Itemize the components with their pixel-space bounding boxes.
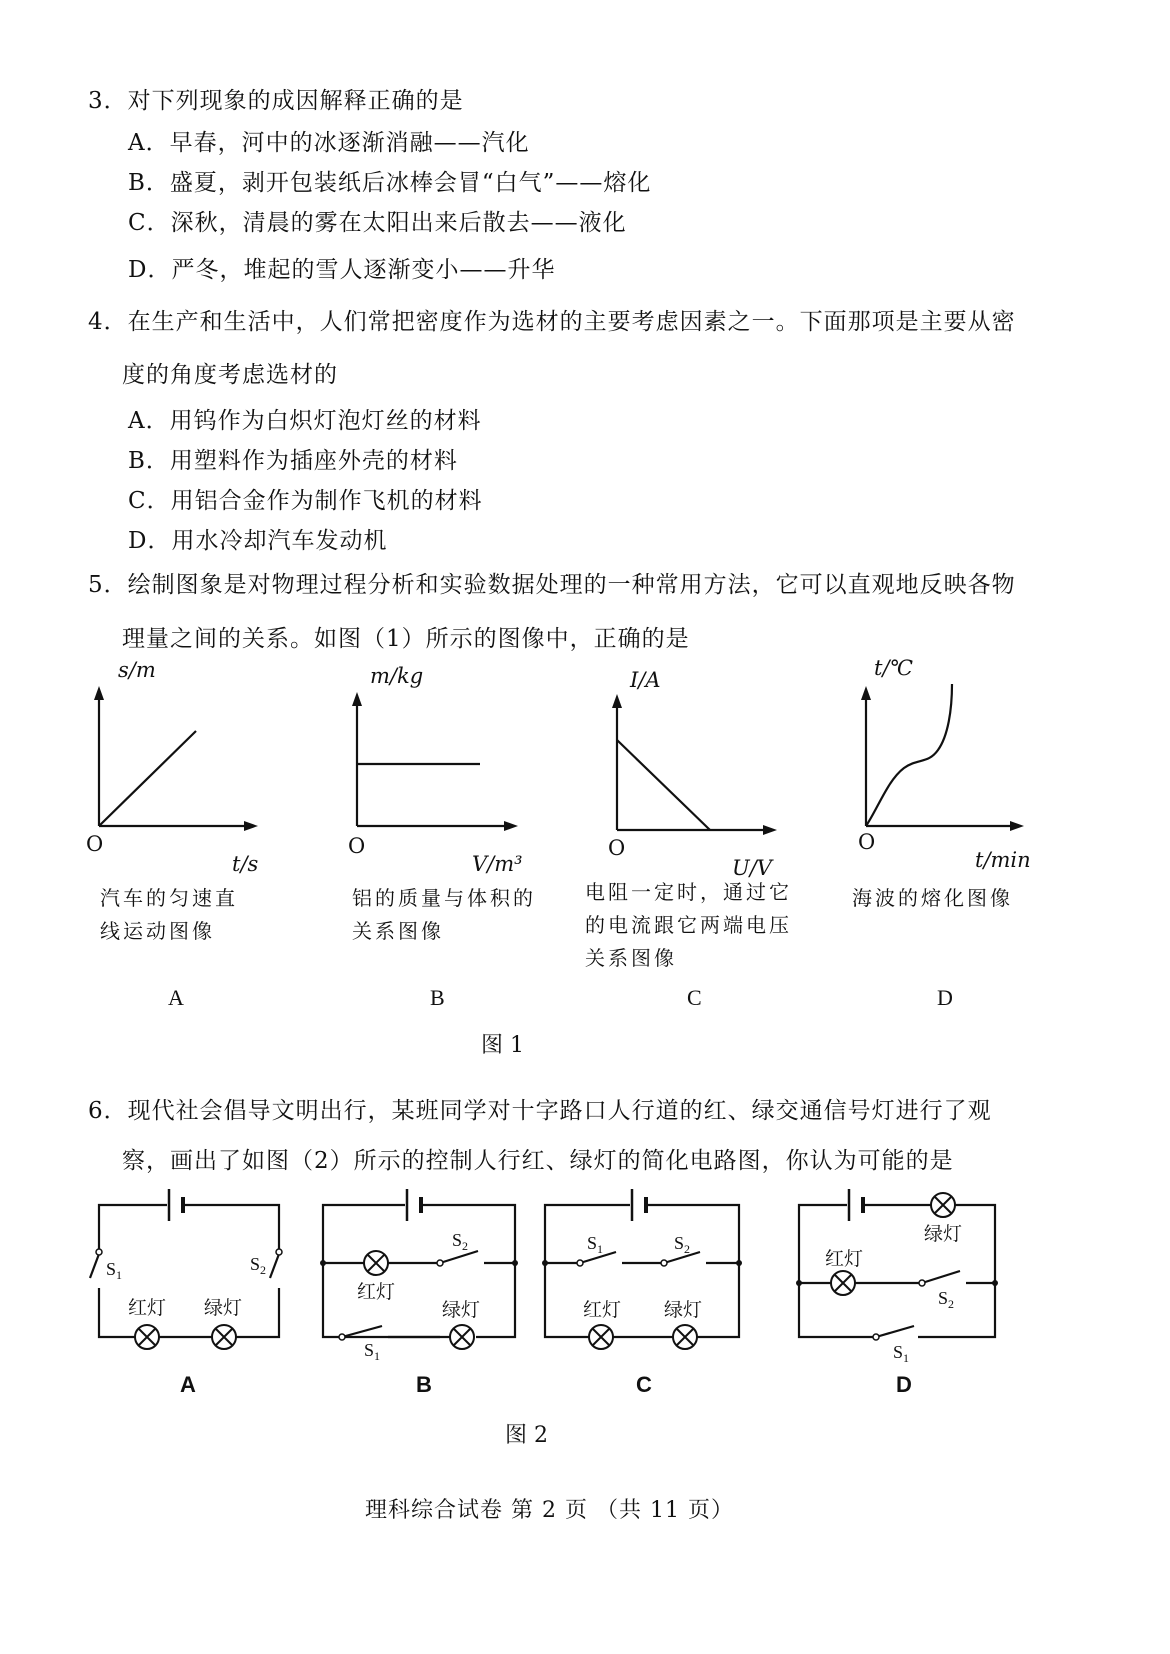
circuit-d-s2-sub: 2 xyxy=(948,1297,955,1311)
circuit-a-wire-top-left xyxy=(99,1205,167,1250)
graph-c-origin: O xyxy=(608,836,626,860)
graph-a-ylabel: s/m xyxy=(118,658,156,682)
circuit-b xyxy=(320,1189,518,1363)
circuit-c-switch-s2 xyxy=(664,1252,700,1263)
circuit-d-switch-s1 xyxy=(876,1326,914,1337)
circuit-b-s1-sub: 1 xyxy=(374,1349,381,1363)
graph-c-caption-line1: 电阻一定时，通过它 xyxy=(585,880,792,904)
graph-a-xlabel: t/s xyxy=(232,852,259,876)
graph-a-caption-line1: 汽车的匀速直 xyxy=(100,886,238,910)
circuit-a-s2-letter: S xyxy=(250,1254,261,1274)
graph-a-caption-line2: 线运动图像 xyxy=(100,919,215,943)
circuit-b-s2-sub: 2 xyxy=(462,1239,469,1253)
circuit-d-s2-letter: S xyxy=(938,1288,949,1308)
circuit-c-node-right xyxy=(736,1260,742,1266)
q3-option-c: C．深秋，清晨的雾在太阳出来后散去——液化 xyxy=(128,210,627,236)
graph-a-origin: O xyxy=(86,832,104,856)
circuit-a-switch-s1 xyxy=(90,1254,99,1278)
circuit-c-green-label: 绿灯 xyxy=(664,1299,703,1321)
figure-1-caption: 图 1 xyxy=(481,1033,524,1058)
circuit-c-s2-label xyxy=(674,1233,690,1256)
graph-c-ylabel: I/A xyxy=(630,668,661,692)
circuit-c-switch-s2-contact xyxy=(661,1260,667,1266)
circuit-d-red-label: 红灯 xyxy=(825,1248,864,1270)
graph-c-letter: C xyxy=(687,985,702,1010)
graph-d-origin: O xyxy=(858,830,876,854)
circuit-a-wire-right xyxy=(236,1288,279,1337)
q4-stem-line2: 度的角度考虑选材的 xyxy=(122,362,338,388)
graph-b-xlabel: V/m³ xyxy=(472,852,523,876)
q4-option-b: B．用塑料作为插座外壳的材料 xyxy=(128,448,458,474)
graph-c-xlabel: U/V xyxy=(732,856,772,880)
q3-option-a: A．早春，河中的冰逐渐消融——汽化 xyxy=(128,130,530,156)
circuit-a-s2-sub: 2 xyxy=(260,1263,267,1277)
circuit-c xyxy=(542,1189,742,1349)
circuit-b-s2-label xyxy=(452,1230,468,1253)
circuit-a-s1-letter: S xyxy=(106,1259,117,1279)
circuit-a-red-label: 红灯 xyxy=(128,1297,167,1319)
circuit-c-s1-sub: 1 xyxy=(597,1242,604,1256)
circuit-b-switch-s2 xyxy=(440,1251,478,1263)
circuit-a-s1-sub: 1 xyxy=(116,1268,123,1282)
q3-option-b: B．盛夏，剥开包装纸后冰棒会冒“白气”——熔化 xyxy=(128,170,652,196)
circuit-d xyxy=(796,1189,998,1365)
circuit-d-letter: D xyxy=(896,1372,912,1397)
circuit-b-node-left xyxy=(320,1260,326,1266)
circuit-c-letter: C xyxy=(636,1372,652,1397)
graph-c-caption-line2: 的电流跟它两端电压 xyxy=(585,913,792,937)
q3-stem: 3．对下列现象的成因解释正确的是 xyxy=(88,88,464,114)
circuit-a xyxy=(90,1189,282,1349)
circuit-c-node-left xyxy=(542,1260,548,1266)
graph-b-letter: B xyxy=(430,985,445,1010)
circuit-c-s1-letter: S xyxy=(587,1233,598,1253)
q4-option-c: C．用铝合金作为制作飞机的材料 xyxy=(128,488,483,514)
circuit-a-s1-label xyxy=(106,1259,122,1282)
q5-stem-line2: 理量之间的关系。如图（1）所示的图像中，正确的是 xyxy=(122,626,690,652)
circuit-b-letter: B xyxy=(416,1372,432,1397)
circuit-d-s1-label xyxy=(893,1342,909,1365)
circuit-a-s2-label xyxy=(250,1254,266,1277)
q6-stem-line2: 察，画出了如图（2）所示的控制人行红、绿灯的简化电路图，你认为可能的是 xyxy=(122,1148,954,1174)
q4-stem-line1: 4．在生产和生活中，人们常把密度作为选材的主要考虑因素之一。下面那项是主要从密 xyxy=(88,309,1016,335)
q5-stem-line1: 5．绘制图象是对物理过程分析和实验数据处理的一种常用方法，它可以直观地反映各物 xyxy=(88,572,1016,598)
graph-b-caption-line1: 铝的质量与体积的 xyxy=(352,886,536,910)
circuit-b-green-label: 绿灯 xyxy=(442,1299,481,1321)
graph-d-letter: D xyxy=(937,985,953,1010)
graph-c-caption-line3: 关系图像 xyxy=(585,946,677,970)
page-footer: 理科综合试卷 第 2 页 （共 11 页） xyxy=(365,1498,734,1523)
circuit-b-switch-s1-contact xyxy=(339,1334,345,1340)
circuit-a-wire-top-right xyxy=(185,1205,279,1250)
circuit-b-s1-label xyxy=(364,1340,380,1363)
circuit-d-switch-s1-contact xyxy=(873,1334,879,1340)
q4-option-a: A．用钨作为白炽灯泡灯丝的材料 xyxy=(128,408,482,434)
circuit-c-s2-sub: 2 xyxy=(684,1242,691,1256)
circuit-d-node-right xyxy=(992,1280,998,1286)
circuit-b-red-label: 红灯 xyxy=(357,1281,396,1303)
graph-b-caption-line2: 关系图像 xyxy=(352,919,444,943)
q6-stem-line1: 6．现代社会倡导文明出行，某班同学对十字路口人行道的红、绿交通信号灯进行了观 xyxy=(88,1098,992,1124)
circuit-b-s2-letter: S xyxy=(452,1230,463,1250)
circuit-d-wire-left xyxy=(799,1205,876,1337)
circuit-b-switch-s1 xyxy=(342,1326,382,1337)
circuit-d-node-left xyxy=(796,1280,802,1286)
graph-b-origin: O xyxy=(348,834,366,858)
circuit-d-green-label: 绿灯 xyxy=(924,1223,963,1245)
circuit-d-s1-letter: S xyxy=(893,1342,904,1362)
q3-option-d: D．严冬，堆起的雪人逐渐变小——升华 xyxy=(128,257,556,283)
circuit-a-switch-s1-contact xyxy=(96,1249,102,1255)
circuit-c-switch-s1-contact xyxy=(577,1260,583,1266)
graph-b-ylabel: m/kg xyxy=(370,664,424,688)
graph-d-xlabel: t/min xyxy=(975,848,1031,872)
graph-a-letter: A xyxy=(168,985,184,1010)
circuit-b-node-right xyxy=(512,1260,518,1266)
circuit-c-s2-letter: S xyxy=(674,1233,685,1253)
graph-d-ylabel: t/℃ xyxy=(874,656,914,680)
q4-option-d: D．用水冷却汽车发动机 xyxy=(128,528,388,554)
circuit-d-s1-sub: 1 xyxy=(903,1351,910,1365)
circuit-a-letter: A xyxy=(180,1372,196,1397)
circuit-b-s1-letter: S xyxy=(364,1340,375,1360)
circuit-a-green-label: 绿灯 xyxy=(204,1297,243,1319)
circuit-d-s2-label xyxy=(938,1288,954,1311)
circuit-d-switch-s2 xyxy=(922,1271,960,1283)
circuit-a-switch-s2 xyxy=(270,1254,279,1278)
graph-d-caption-line1: 海波的熔化图像 xyxy=(852,886,1013,910)
circuit-c-s1-label xyxy=(587,1233,603,1256)
figure-2-caption: 图 2 xyxy=(505,1423,548,1448)
circuit-b-switch-s2-contact xyxy=(437,1260,443,1266)
circuit-c-red-label: 红灯 xyxy=(583,1299,622,1321)
circuit-a-switch-s2-contact xyxy=(276,1249,282,1255)
circuit-d-switch-s2-contact xyxy=(919,1280,925,1286)
